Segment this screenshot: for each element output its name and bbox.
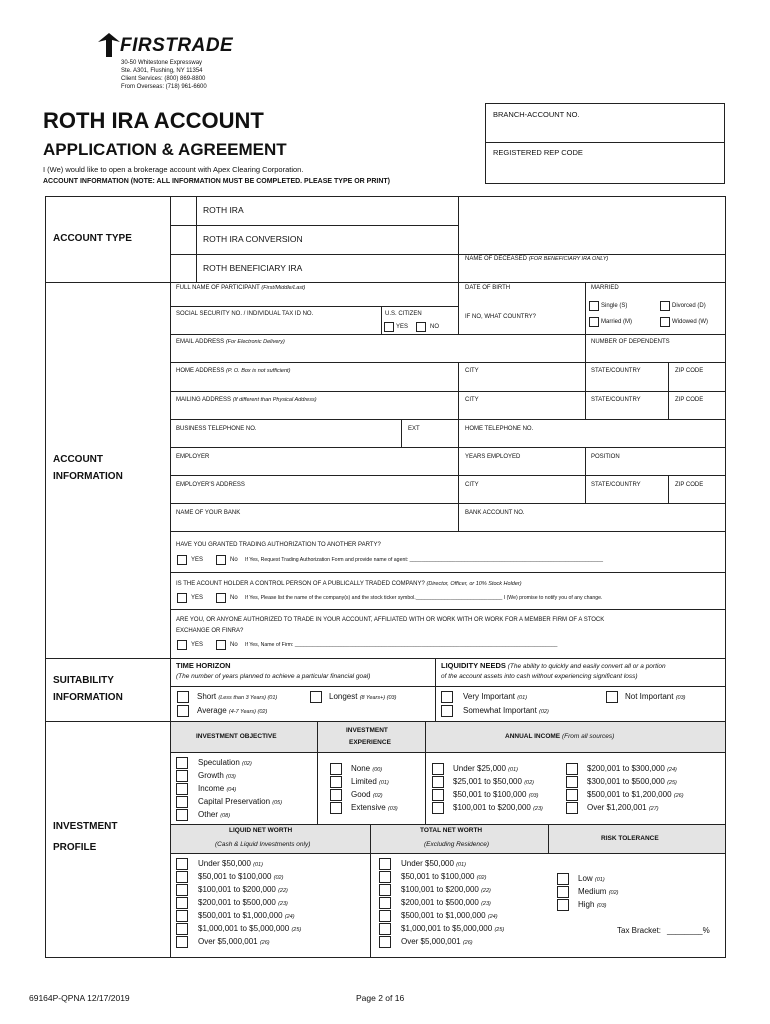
home-city-label: CITY [465,368,479,374]
risk-tolerance-header: RISK TOLERANCE [601,835,659,842]
citizen-yes-checkbox[interactable] [384,322,394,332]
home-address-label [176,368,290,375]
liquid-checkbox[interactable] [176,936,188,948]
liquidity-somewhat-important-label [463,707,549,716]
risk-checkbox[interactable] [557,899,569,911]
not-important-text: Not Important [625,692,674,701]
total-checkbox[interactable] [379,884,391,896]
full-name-text: FULL NAME OF PARTICIPANT [176,285,260,291]
liquid-label [198,886,288,895]
suitability-label-2: INFORMATION [53,692,123,703]
address-line: From Overseas: (718) 961-6600 [121,84,207,90]
liquidity-not-important-checkbox[interactable] [606,691,618,703]
income-code: (03) [528,793,539,799]
income-label [587,804,659,813]
total-net-worth-note: (Excluding Residence) [424,841,490,848]
liquid-label [198,899,288,908]
experience-label [351,765,382,774]
liquid-label [198,860,263,869]
annual-income-text: ANNUAL INCOME [505,733,561,740]
total-text: Under $50,000 [401,859,454,868]
marital-divorced-label [672,303,706,309]
liquidity-very-important-label [463,693,527,702]
married-text: Married [601,319,622,325]
objective-code: (04) [226,787,237,793]
marital-married-label [601,319,632,325]
divorced-text: Divorced [672,303,696,309]
liquid-checkbox[interactable] [176,923,188,935]
total-code: (24) [487,914,498,920]
email-text: EMAIL ADDRESS [176,339,225,345]
income-text: Over $1,200,001 [587,803,647,812]
total-code: (02) [476,875,487,881]
branch-account-label: BRANCH-ACCOUNT NO. [493,110,580,119]
annual-income-note: (From all sources) [561,733,615,740]
marital-widowed-label [672,319,708,325]
total-label [401,912,498,921]
income-text: $300,001 to $500,000 [587,777,665,786]
mailing-state-label: STATE/COUNTRY [591,397,641,403]
income-code: (02) [524,780,534,786]
account-info-label-1: ACCOUNT [53,454,103,465]
total-text: $1,000,001 to $5,000,000 [401,924,493,933]
income-code: (01) [508,767,518,773]
marital-single-checkbox[interactable] [589,301,599,311]
objective-text: Growth [198,771,224,780]
liquid-text: Over $5,000,001 [198,937,258,946]
liquid-code: (26) [259,940,270,946]
intro-text: I (We) would like to open a brokerage account with Apex Clearing Corporation. [43,165,304,174]
liquid-label [198,938,270,947]
citizen-label: U.S. CITIZEN [385,311,422,317]
total-text: $50,001 to $100,000 [401,872,475,881]
total-checkbox[interactable] [379,897,391,909]
liquid-text: $1,000,001 to $5,000,000 [198,924,290,933]
citizen-no-checkbox[interactable] [416,322,426,332]
mailing-zip-label: ZIP CODE [675,397,704,403]
income-checkbox[interactable] [432,776,444,788]
q1-no-checkbox[interactable] [216,555,226,565]
objective-label [198,772,236,781]
not-important-code: (03) [675,695,686,701]
income-code: (27) [648,806,659,812]
liquid-label [198,925,301,934]
time-average-label [197,707,267,716]
income-checkbox[interactable] [566,776,578,788]
experience-text: Extensive [351,803,386,812]
business-phone-label: BUSINESS TELEPHONE NO. [176,426,257,432]
experience-label [351,791,383,800]
total-text: $100,001 to $200,000 [401,885,479,894]
total-text: $500,001 to $1,000,000 [401,911,486,920]
objective-label [198,798,282,807]
not-citizen-label: IF NO, WHAT COUNTRY? [465,314,537,320]
total-text: Over $5,000,001 [401,937,461,946]
page-title: ROTH IRA ACCOUNT [43,108,264,133]
objective-code: (05) [272,800,283,806]
investment-profile-label-2: PROFILE [53,842,97,853]
income-label [453,804,543,813]
total-net-worth-header: TOTAL NET WORTH [420,827,483,834]
income-code: (24) [667,767,677,773]
account-type-option: ROTH IRA [203,205,244,215]
marital-married-checkbox[interactable] [589,317,599,327]
married-code: (M) [623,319,633,325]
employer-city-label: CITY [465,482,479,488]
q2-yes-label: YES [191,595,204,601]
liquid-checkbox[interactable] [176,884,188,896]
objective-text: Other [198,810,219,819]
objective-text: Income [198,784,225,793]
income-checkbox[interactable] [566,802,578,814]
liquidity-note: (The ability to quickly and easily convert all or a portion [507,663,666,670]
risk-checkbox[interactable] [557,886,569,898]
objective-checkbox[interactable] [176,796,188,808]
trading-authorization-question: HAVE YOU GRANTED TRADING AUTHORIZATION TO ANOTHER PARTY? [176,542,381,548]
experience-label [351,804,398,813]
liquidity-note-2: of the account assets into cash without experiencing significant loss) [441,673,638,680]
objective-label [198,759,252,768]
q2-detail: If Yes, Please list the name of the company(s) and the stock ticker symbol.______________________________ I (We) promise to notify you of any change. [245,595,603,601]
total-checkbox[interactable] [379,936,391,948]
total-checkbox[interactable] [379,858,391,870]
citizen-no-label: NO [430,324,439,330]
form-id: 69164P-QPNA 12/17/2019 [29,993,130,1003]
total-code: (26) [462,940,473,946]
full-name-note: (First/Middle/Last) [261,285,306,291]
total-label [401,938,473,947]
married-label: MARRIED [591,285,619,291]
brand-name: FIRSTRADE [120,35,234,56]
experience-checkbox[interactable] [330,802,342,814]
total-checkbox[interactable] [379,910,391,922]
risk-code: (03) [596,903,607,909]
marital-widowed-checkbox[interactable] [660,317,670,327]
mailing-note: (If different than Physical Address) [232,397,317,403]
objective-code: (03) [226,774,236,780]
divorced-code: (D) [697,303,706,309]
income-text: $50,001 to $100,000 [453,790,527,799]
liquid-text: $50,001 to $100,000 [198,872,272,881]
time-horizon-label: TIME HORIZON [176,661,231,670]
investment-experience-header-2: EXPERIENCE [349,739,391,746]
experience-text: None [351,764,371,773]
account-type-label: ACCOUNT TYPE [53,233,132,244]
address-line: Client Services: (800) 869-8800 [121,76,206,82]
liquid-checkbox[interactable] [176,910,188,922]
time-short-label [197,693,277,702]
employer-address-label: EMPLOYER'S ADDRESS [176,482,245,488]
deceased-label-text: NAME OF DECEASED [465,256,528,262]
income-text: $200,001 to $300,000 [587,764,665,773]
income-checkbox[interactable] [432,763,444,775]
liquid-label [198,873,283,882]
risk-code: (01) [594,877,605,883]
ext-label: EXT [408,426,420,432]
risk-label [578,888,618,897]
years-employed-label: YEARS EMPLOYED [465,454,521,460]
q3-no-label: No [230,642,238,648]
total-checkbox[interactable] [379,923,391,935]
page-number: Page 2 of 16 [356,993,405,1003]
email-label [176,339,285,346]
experience-checkbox[interactable] [330,776,342,788]
objective-text: Capital Preservation [198,797,271,806]
mailing-address-label [176,397,317,404]
time-short-checkbox[interactable] [177,691,189,703]
total-code: (22) [481,888,491,894]
objective-code: (02) [242,761,252,767]
objective-checkbox[interactable] [176,770,188,782]
liquid-text: $100,001 to $200,000 [198,885,276,894]
income-code: (23) [533,806,543,812]
q1-yes-checkbox[interactable] [177,555,187,565]
risk-text: Low [578,874,593,883]
experience-code: (02) [372,793,383,799]
income-label [453,791,538,800]
page-subtitle: APPLICATION & AGREEMENT [43,140,287,159]
average-note: (4-7 Years) (02) [228,709,268,715]
deceased-label [465,256,608,263]
deceased-note: (FOR BENEFICIARY IRA ONLY) [528,256,609,262]
objective-code: (08) [220,813,231,819]
time-average-checkbox[interactable] [177,705,189,717]
risk-text: High [578,900,595,909]
liquid-code: (25) [291,927,302,933]
liquid-checkbox[interactable] [176,897,188,909]
q2-no-label: No [230,595,238,601]
investment-profile-label-1: INVESTMENT [53,821,118,832]
account-type-roth-ira[interactable] [170,196,196,225]
firstrade-logo [98,33,233,59]
marital-divorced-checkbox[interactable] [660,301,670,311]
time-horizon-note: (The number of years planned to achieve a particular financial goal) [176,673,371,680]
income-code: (26) [673,793,684,799]
logo-arrow-icon [98,33,120,57]
instruction-text: ACCOUNT INFORMATION (NOTE: ALL INFORMATION MUST BE COMPLETED. PLEASE TYPE OR PRINT) [43,178,391,185]
bank-name-label: NAME OF YOUR BANK [176,510,241,516]
employer-state-label: STATE/COUNTRY [591,482,641,488]
liquidity-label [441,662,666,671]
risk-text: Medium [578,887,607,896]
q3-yes-label: YES [191,642,204,648]
liquidity-somewhat-important-checkbox[interactable] [441,705,453,717]
q3-yes-checkbox[interactable] [177,640,187,650]
experience-checkbox[interactable] [330,789,342,801]
income-label [587,765,677,774]
dob-label: DATE OF BIRTH [465,285,511,291]
total-label [401,899,491,908]
home-state-label: STATE/COUNTRY [591,368,641,374]
total-text: $200,001 to $500,000 [401,898,479,907]
risk-checkbox[interactable] [557,873,569,885]
rep-code-label: REGISTERED REP CODE [493,148,583,157]
widowed-text: Widowed [672,319,697,325]
liquid-net-worth-note: (Cash & Liquid Investments only) [215,841,311,848]
q2-no-checkbox[interactable] [216,593,226,603]
average-text: Average [197,706,227,715]
q2-note: (Director, Officer, or 10% Stock Holder) [426,581,522,587]
objective-label [198,785,236,794]
citizen-yes-label: YES [396,324,409,330]
income-text: $25,001 to $50,000 [453,777,522,786]
experience-label [351,778,389,787]
tax-bracket-label: Tax Bracket: [617,926,662,935]
income-text: $100,001 to $200,000 [453,803,531,812]
investment-objective-header: INVESTMENT OBJECTIVE [196,733,277,740]
liquid-code: (22) [278,888,288,894]
address-line: Ste. A301, Flushing, NY 11354 [121,68,203,74]
ssn-label: SOCIAL SECURITY NO. / INDIVIDUAL TAX ID NO. [176,311,314,317]
total-checkbox[interactable] [379,871,391,883]
longest-text: Longest [329,692,358,701]
income-label [587,791,684,800]
q3-no-checkbox[interactable] [216,640,226,650]
objective-text: Speculation [198,758,240,767]
liquid-checkbox[interactable] [176,871,188,883]
mailing-city-label: CITY [465,397,479,403]
liquid-text: Under $50,000 [198,859,251,868]
employer-label: EMPLOYER [176,454,210,460]
member-firm-question-line2: EXCHANGE OR FINRA? [176,628,244,634]
income-text: Under $25,000 [453,764,506,773]
risk-label [578,901,606,910]
total-label [401,886,491,895]
marital-single-label [601,303,627,309]
experience-code: (03) [387,806,398,812]
home-zip-label: ZIP CODE [675,368,704,374]
employer-zip-label: ZIP CODE [675,482,704,488]
home-address-note: (P. O. Box is not sufficient) [226,368,291,374]
home-phone-label: HOME TELEPHONE NO. [465,426,534,432]
experience-code: (00) [372,767,383,773]
short-note: (Less than 3 Years) (01) [218,695,278,701]
experience-text: Good [351,790,371,799]
single-code: (S) [619,303,628,309]
bank-account-label: BANK ACCOUNT NO. [465,510,525,516]
somewhat-important-code: (02) [539,709,549,715]
time-longest-label [329,693,396,702]
income-checkbox[interactable] [566,763,578,775]
liquid-code: (23) [278,901,288,907]
mailing-text: MAILING ADDRESS [176,397,232,403]
income-code: (25) [667,780,677,786]
email-note: (For Electronic Delivery) [225,339,285,345]
q1-yes-label: YES [191,557,204,563]
experience-checkbox[interactable] [330,763,342,775]
total-code: (01) [456,862,466,868]
single-text: Single [601,303,618,309]
somewhat-important-text: Somewhat Important [463,706,537,715]
income-text: $500,001 to $1,200,000 [587,790,672,799]
total-code: (23) [481,901,491,907]
experience-code: (01) [379,780,389,786]
q2-text: IS THE ACOUNT HOLDER A CONTROL PERSON OF A PUBLICALLY TRADED COMPANY? [176,581,425,587]
objective-checkbox[interactable] [176,809,188,821]
account-type-option: ROTH IRA CONVERSION [203,234,303,244]
liquid-text: $200,001 to $500,000 [198,898,276,907]
income-checkbox[interactable] [432,802,444,814]
objective-checkbox[interactable] [176,783,188,795]
home-address-text: HOME ADDRESS [176,368,225,374]
company-address [121,59,261,91]
total-label [401,873,486,882]
account-type-roth-beneficiary[interactable] [170,254,196,282]
liquid-checkbox[interactable] [176,858,188,870]
income-checkbox[interactable] [432,789,444,801]
very-important-text: Very Important [463,692,516,701]
liquidity-very-important-checkbox[interactable] [441,691,453,703]
tax-bracket-field[interactable]: ________% [667,926,710,935]
liquidity-not-important-label [625,693,685,702]
total-code: (25) [494,927,505,933]
member-firm-question-line1: ARE YOU, OR ANYONE AUTHORIZED TO TRADE IN YOUR ACCOUNT, AFFILIATED WITH OR WORK WITH OR WORK FOR A MEMBER FIRM OF A STOCK [176,617,605,623]
q2-yes-checkbox[interactable] [177,593,187,603]
income-label [453,778,534,787]
liquid-code: (02) [273,875,284,881]
liquidity-text: LIQUIDITY NEEDS [441,661,506,670]
widowed-code: (W) [698,319,709,325]
time-longest-checkbox[interactable] [310,691,322,703]
liquid-text: $500,001 to $1,000,000 [198,911,283,920]
annual-income-header [505,734,614,741]
liquid-net-worth-header: LIQUID NET WORTH [229,827,293,834]
liquid-code: (24) [284,914,295,920]
income-checkbox[interactable] [566,789,578,801]
dependents-label: NUMBER OF DEPENDENTS [591,339,670,345]
risk-code: (02) [608,890,619,896]
full-name-label [176,285,305,292]
investment-experience-header-1: INVESTMENT [346,727,388,734]
income-label [453,765,518,774]
q1-detail: If Yes, Request Trading Authorization Form and provide name of agent: ___________________________________________________________________ [245,557,603,563]
very-important-code: (01) [517,695,528,701]
account-type-option: ROTH BENEFICIARY IRA [203,263,303,273]
objective-label [198,811,230,820]
short-text: Short [197,692,217,701]
longest-note: (8 Years+) (03) [359,695,397,701]
total-label [401,860,466,869]
account-info-label-2: INFORMATION [53,471,123,482]
income-label [587,778,677,787]
liquid-label [198,912,295,921]
objective-checkbox[interactable] [176,757,188,769]
q1-no-label: No [230,557,238,563]
control-person-question [176,581,522,588]
total-label [401,925,504,934]
liquid-code: (01) [253,862,263,868]
suitability-label-1: SUITABILITY [53,675,114,686]
address-line: 30-50 Whitestone Expressway [121,60,203,66]
account-type-roth-conversion[interactable] [170,225,196,254]
experience-text: Limited [351,777,377,786]
position-label: POSITION [591,454,620,460]
q3-detail: If Yes, Name of Firm: ___________________________________________________________________________________________ [245,642,558,648]
risk-label [578,875,605,884]
